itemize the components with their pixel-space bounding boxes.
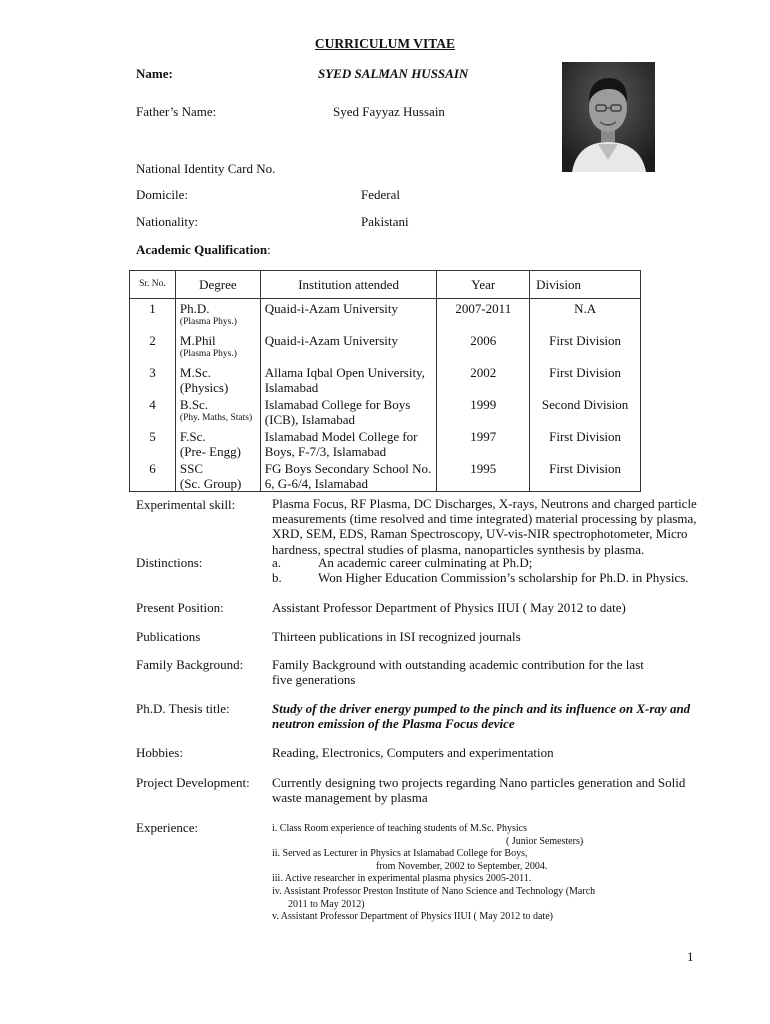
family-background-text xyxy=(272,657,644,687)
distinction-marker-a: a. xyxy=(272,555,282,570)
table-cell xyxy=(260,427,437,459)
name-value: SYED SALMAN HUSSAIN xyxy=(318,66,469,81)
table-cell xyxy=(130,427,176,459)
table-row xyxy=(130,299,641,332)
col-header-year: Year xyxy=(437,271,530,299)
father-name-value: Syed Fayyaz Hussain xyxy=(333,104,445,119)
cell-year: 1997 xyxy=(470,429,497,444)
cell-degree: Ph.D. xyxy=(179,301,210,316)
cell-year: 2006 xyxy=(470,333,497,348)
cell-division: Second Division xyxy=(541,397,629,412)
table-cell xyxy=(260,459,437,492)
cell-degree: B.Sc. xyxy=(179,397,209,412)
table-cell xyxy=(130,363,176,395)
table-cell xyxy=(437,427,530,459)
cell-degree-sub: (Pre- Engg) xyxy=(179,444,241,459)
experimental-skill-label: Experimental skill: xyxy=(136,497,236,512)
table-row xyxy=(130,331,641,363)
academic-heading-colon: : xyxy=(267,242,271,257)
academic-table xyxy=(129,270,641,492)
table-cell xyxy=(130,395,176,427)
project-development-label: Project Development: xyxy=(136,775,250,790)
cell-division: First Division xyxy=(549,429,622,444)
name-label: Name: xyxy=(136,66,173,81)
table-cell xyxy=(260,395,437,427)
thesis-label: Ph.D. Thesis title: xyxy=(136,701,230,716)
cell-year: 1999 xyxy=(470,397,497,412)
profile-photo xyxy=(562,62,655,172)
table-cell xyxy=(530,395,641,427)
experience-list xyxy=(272,823,595,924)
experience-line: 2011 to May 2012) xyxy=(288,898,365,910)
experimental-line: Plasma Focus, RF Plasma, DC Discharges, X-rays, Neutrons and charged particle xyxy=(272,496,697,511)
table-header-row xyxy=(130,271,641,299)
present-position-text: Assistant Professor Department of Physics IIUI ( May 2012 to date) xyxy=(272,600,626,615)
cell-division: N.A xyxy=(574,301,597,316)
table-cell xyxy=(530,363,641,395)
cell-sr: 1 xyxy=(149,301,156,316)
experimental-skill-text xyxy=(272,496,697,557)
domicile-value: Federal xyxy=(361,187,400,202)
cell-degree: M.Sc. xyxy=(179,365,211,380)
cell-institution-line2: Islamabad xyxy=(264,380,319,395)
table-row xyxy=(130,363,641,395)
table-cell xyxy=(175,459,260,492)
cell-sr: 3 xyxy=(149,365,156,380)
cell-institution: FG Boys Secondary School No. xyxy=(264,461,432,476)
cell-degree-sub: (Phy. Maths, Stats) xyxy=(179,413,253,423)
cell-sr: 6 xyxy=(149,461,156,476)
table-cell xyxy=(130,459,176,492)
portrait-image xyxy=(562,62,655,172)
cell-institution: Quaid-i-Azam University xyxy=(264,301,399,316)
project-line: waste management by plasma xyxy=(272,790,428,806)
table-cell xyxy=(530,299,641,332)
table-cell xyxy=(260,331,437,363)
table-cell xyxy=(175,395,260,427)
cell-institution: Islamabad College for Boys xyxy=(264,397,411,412)
academic-table-body xyxy=(130,299,641,492)
distinctions-label: Distinctions: xyxy=(136,555,203,570)
family-background-label: Family Background: xyxy=(136,657,244,672)
hobbies-label: Hobbies: xyxy=(136,745,183,760)
table-cell xyxy=(130,331,176,363)
cell-year: 2007-2011 xyxy=(455,301,512,316)
cell-institution: Islamabad Model College for xyxy=(264,429,418,444)
col-header-degree: Degree xyxy=(175,271,260,299)
col-header-sr: Sr. No. xyxy=(130,271,176,299)
present-position-label: Present Position: xyxy=(136,600,224,615)
table-cell xyxy=(437,459,530,492)
table-cell xyxy=(530,459,641,492)
experimental-line: XRD, SEM, EDS, Raman Spectroscopy, UV-vis-NIR spectrophotometer, Micro xyxy=(272,526,688,542)
col-header-division: Division xyxy=(530,271,641,299)
project-development-text xyxy=(272,775,685,805)
experimental-line: hardness, spectral studies of plasma, nanoparticles synthesis by plasma. xyxy=(272,541,645,557)
cell-degree: M.Phil xyxy=(179,333,216,348)
experience-line: iii. Active researcher in experimental plasma physics 2005-2011. xyxy=(272,873,532,885)
cell-degree-sub: (Plasma Phys.) xyxy=(179,317,237,327)
experimental-line: measurements (time resolved and time integrated) material processing by plasma, xyxy=(272,511,697,527)
table-cell xyxy=(175,331,260,363)
table-row xyxy=(130,459,641,492)
cell-year: 2002 xyxy=(470,365,497,380)
table-cell xyxy=(175,427,260,459)
cell-institution-line2: 6, G-6/4, Islamabad xyxy=(264,476,369,491)
table-cell xyxy=(437,363,530,395)
table-cell xyxy=(437,395,530,427)
thesis-line: Study of the driver energy pumped to the pinch and its influence on X-ray and xyxy=(272,701,691,716)
page-number: 1 xyxy=(687,949,694,964)
cell-degree: SSC xyxy=(179,461,204,476)
experience-label: Experience: xyxy=(136,820,199,835)
cell-sr: 4 xyxy=(149,397,156,412)
table-cell xyxy=(530,331,641,363)
domicile-label: Domicile: xyxy=(136,187,188,202)
cell-sr: 2 xyxy=(149,333,156,348)
cell-year: 1995 xyxy=(470,461,497,476)
nationality-label: Nationality: xyxy=(136,214,199,229)
publications-text: Thirteen publications in ISI recognized journals xyxy=(272,629,521,644)
experience-line: from November, 2002 to September, 2004. xyxy=(376,860,548,872)
cell-division: First Division xyxy=(549,461,622,476)
family-line: five generations xyxy=(272,672,356,688)
hobbies-text: Reading, Electronics, Computers and experimentation xyxy=(272,745,554,760)
experience-line: iv. Assistant Professor Preston Institute of Nano Science and Technology (March xyxy=(272,885,596,897)
cell-degree: F.Sc. xyxy=(179,429,206,444)
cell-degree-sub: (Sc. Group) xyxy=(179,476,242,491)
table-cell xyxy=(175,299,260,332)
cell-sr: 5 xyxy=(149,429,156,444)
table-cell xyxy=(437,299,530,332)
nic-label: National Identity Card No. xyxy=(136,161,276,176)
publications-label: Publications xyxy=(136,629,201,644)
col-header-institution: Institution attended xyxy=(260,271,437,299)
distinction-text-b: Won Higher Education Commission’s scholarship for Ph.D. in Physics. xyxy=(318,570,689,585)
cell-institution-line2: (ICB), Islamabad xyxy=(264,412,356,427)
table-row xyxy=(130,395,641,427)
cell-institution: Quaid-i-Azam University xyxy=(264,333,399,348)
experience-line: v. Assistant Professor Department of Physics IIUI ( May 2012 to date) xyxy=(272,911,553,923)
cell-division: First Division xyxy=(549,365,622,380)
experience-line: ii. Served as Lecturer in Physics at Islamabad College for Boys, xyxy=(272,848,528,860)
table-cell xyxy=(260,363,437,395)
table-cell xyxy=(175,363,260,395)
nationality-value: Pakistani xyxy=(361,214,409,229)
project-line: Currently designing two projects regarding Nano particles generation and Solid xyxy=(272,775,686,790)
cell-degree-sub: (Physics) xyxy=(179,380,229,395)
distinction-marker-b: b. xyxy=(272,570,282,585)
distinction-text-a: An academic career culminating at Ph.D; xyxy=(318,555,533,570)
thesis-line: neutron emission of the Plasma Focus device xyxy=(272,716,515,732)
thesis-title xyxy=(272,701,690,731)
family-line: Family Background with outstanding academic contribution for the last xyxy=(272,657,644,672)
experience-line: ( Junior Semesters) xyxy=(506,835,584,847)
table-row xyxy=(130,427,641,459)
table-cell xyxy=(530,427,641,459)
cell-degree-sub: (Plasma Phys.) xyxy=(179,349,237,359)
cell-division: First Division xyxy=(549,333,622,348)
academic-heading xyxy=(136,242,271,258)
cell-institution-line2: Boys, F-7/3, Islamabad xyxy=(264,444,387,459)
experience-line: i. Class Room experience of teaching students of M.Sc. Physics xyxy=(272,823,527,834)
table-cell xyxy=(260,299,437,332)
father-name-label: Father’s Name: xyxy=(136,104,217,119)
academic-heading-text: Academic Qualification xyxy=(136,242,268,257)
page-title: CURRICULUM VITAE xyxy=(314,36,456,51)
table-cell xyxy=(130,299,176,332)
cell-institution: Allama Iqbal Open University, xyxy=(264,365,425,380)
table-cell xyxy=(437,331,530,363)
